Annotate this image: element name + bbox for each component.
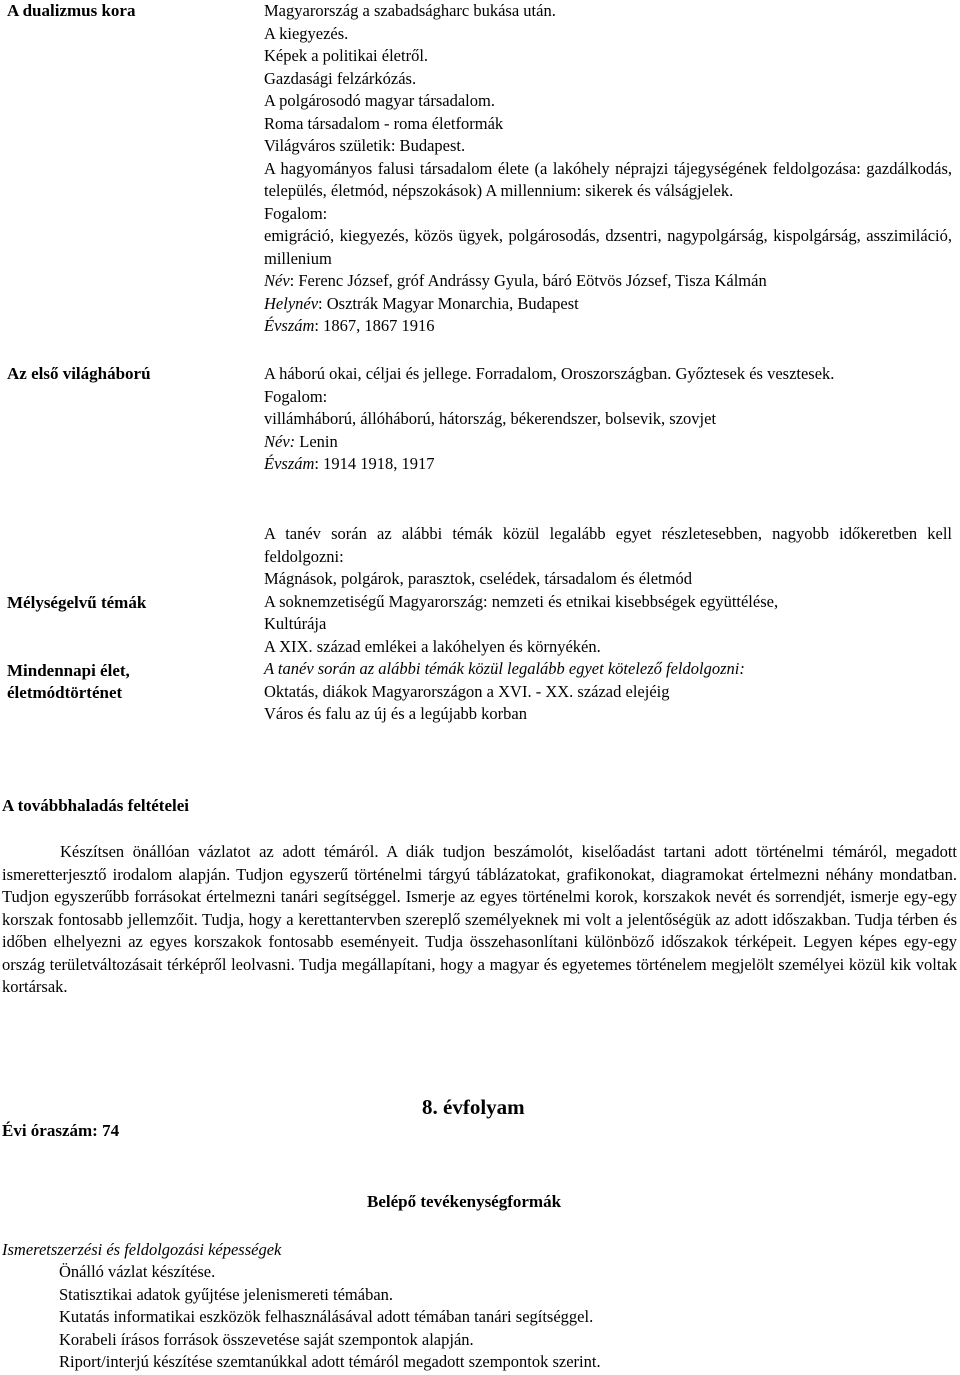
dualism-content [264, 0, 952, 338]
ww1-nev-text: Lenin [295, 431, 338, 451]
deep-topic-line: A XIX. század emlékei a lakóhelyen és környékén. [264, 636, 601, 656]
daily-life-label-line1: Mindennapi élet, [7, 661, 130, 680]
skill-item: Önálló vázlat készítése. [59, 1262, 216, 1281]
dualism-line: A kiegyezés. [264, 23, 349, 43]
dualism-line: A polgárosodó magyar társadalom. [264, 91, 495, 110]
dualism-helynev-text: : Osztrák Magyar Monarchia, Budapest [318, 293, 579, 313]
section-label-deep-topics: Mélységelvű témák [7, 593, 147, 612]
dualism-nev-label: Név [264, 271, 290, 290]
daily-life-intro: A tanév során az alábbi témák közül legalább egyet kötelező feldolgozni: [264, 659, 745, 678]
dualism-nev [264, 270, 952, 293]
ww1-evszam [264, 453, 952, 476]
annual-hours: Évi óraszám: 74 [2, 1121, 120, 1140]
ww1-nev-label: Név: [264, 431, 296, 451]
skill-item: Kutatás informatikai eszközök felhasználásával adott témában tanári segítséggel. [59, 1307, 594, 1326]
deep-topic-line: Kultúrája [264, 614, 327, 633]
dualism-line: Képek a politikai életről. [264, 46, 429, 65]
dualism-line: Gazdasági felzárkózás. [264, 68, 417, 88]
section-label-dualism: A dualizmus kora [7, 1, 136, 20]
dualism-nev-text: : Ferenc József, gróf Andrássy Gyula, báró Eötvös József, Tisza Kálmán [289, 271, 767, 290]
grade-title: 8. évfolyam [422, 1095, 525, 1119]
dualism-line: Roma társadalom - roma életformák [264, 113, 504, 133]
ww1-fogalom-label: Fogalom: [264, 386, 328, 406]
daily-life-label-line2: életmódtörténet [7, 683, 123, 702]
skill-item: Riport/interjú készítése szemtanúkkal adott témáról megadott szempontok szerint. [59, 1352, 601, 1371]
section-label-daily-life [7, 660, 130, 704]
activities-title: Belépő tevékenységformák [367, 1192, 562, 1211]
deep-topics-content [264, 523, 952, 726]
dualism-line: Magyarország a szabadságharc bukása után. [264, 1, 556, 20]
progress-heading: A továbbhaladás feltételei [2, 796, 189, 815]
ww1-paragraph: A háború okai, céljai és jellege. Forradalom, Oroszországban. Győztesek és vesztesek. [264, 364, 835, 383]
ww1-fogalom-text: villámháború, állóháború, hátország, békerendszer, bolsevik, szovjet [264, 409, 717, 428]
dualism-helynev-label: Helynév [264, 293, 319, 313]
dualism-evszam-label: Évszám [264, 316, 315, 335]
ww1-evszam-label: Évszám [264, 454, 315, 473]
daily-life-line: Város és falu az új és a legújabb korban [264, 704, 527, 723]
progress-text: Készítsen önállóan vázlatot az adott témáról. A diák tudjon beszámolót, kiselőadást tartani adott történelmi témáról, megadott ismeretterjesztő irodalom alapján. Tudjon egyszerű történelmi tárgyú táblázatokat, grafikonokat, diagramokat értelmezni néhány mondatban. Tudjon egyszerűbb forrásokat értelmezni tanári segítséggel. Ismerje az egyes történelmi korok, korszakok nevét és sorrendjét, ismerje egy-egy korszak fontosabb jellemzőit. Tudja, hogy a kerettantervben szereplő személyeknek mi volt a jelentőségük az adott időszakban. Tudja térben és időben elhelyezni az egyes korszakok fontosabb eseményeit. Tudja összehasonlítani különböző időszakok térképeit. Legyen képes egy-egy ország területváltozásait térképről leolvasni. Tudja megállapítani, hogy a magyar és egyetemes történelem megjelölt személyei közül kik voltak kortársak. [2, 842, 957, 996]
ww1-content [264, 363, 952, 476]
ww1-nev [264, 431, 952, 454]
daily-life-line: Oktatás, diákok Magyarországon a XVI. - XX. század elejéig [264, 681, 670, 701]
dualism-fogalom-label: Fogalom: [264, 203, 328, 223]
skills-list [59, 1261, 939, 1374]
dualism-fogalom-text: emigráció, kiegyezés, közös ügyek, polgárosodás, dzsentri, nagypolgárság, kispolgárság, asszimiláció, millenium [264, 226, 952, 268]
section-label-ww1: Az első világháború [7, 364, 151, 383]
dualism-paragraph: A hagyományos falusi társadalom élete (a lakóhely néprajzi tájegységének feldolgozása: gazdálkodás, település, életmód, népszokások) A millennium: sikerek és válságjelek. [264, 158, 952, 200]
skill-item: Korabeli írásos források összevetése saját szempontok alapján. [59, 1329, 474, 1349]
ww1-evszam-text: : 1914 1918, 1917 [314, 454, 435, 473]
skills-heading: Ismeretszerzési és feldolgozási képességek [2, 1240, 282, 1259]
dualism-evszam [264, 315, 952, 338]
dualism-helynev [264, 293, 952, 316]
dualism-line: Világváros születik: Budapest. [264, 136, 466, 155]
skill-item: Statisztikai adatok gyűjtése jelenismereti témában. [59, 1284, 394, 1304]
deep-topic-line: Mágnások, polgárok, parasztok, cselédek, társadalom és életmód [264, 569, 692, 588]
deep-topics-paragraph: A tanév során az alábbi témák közül legalább egyet részletesebben, nagyobb időkeretben kell feldolgozni: [264, 524, 952, 566]
deep-topic-line: A soknemzetiségű Magyarország: nemzeti és etnikai kisebbségek együttélése, [264, 591, 779, 611]
dualism-evszam-text: : 1867, 1867 1916 [314, 316, 435, 335]
